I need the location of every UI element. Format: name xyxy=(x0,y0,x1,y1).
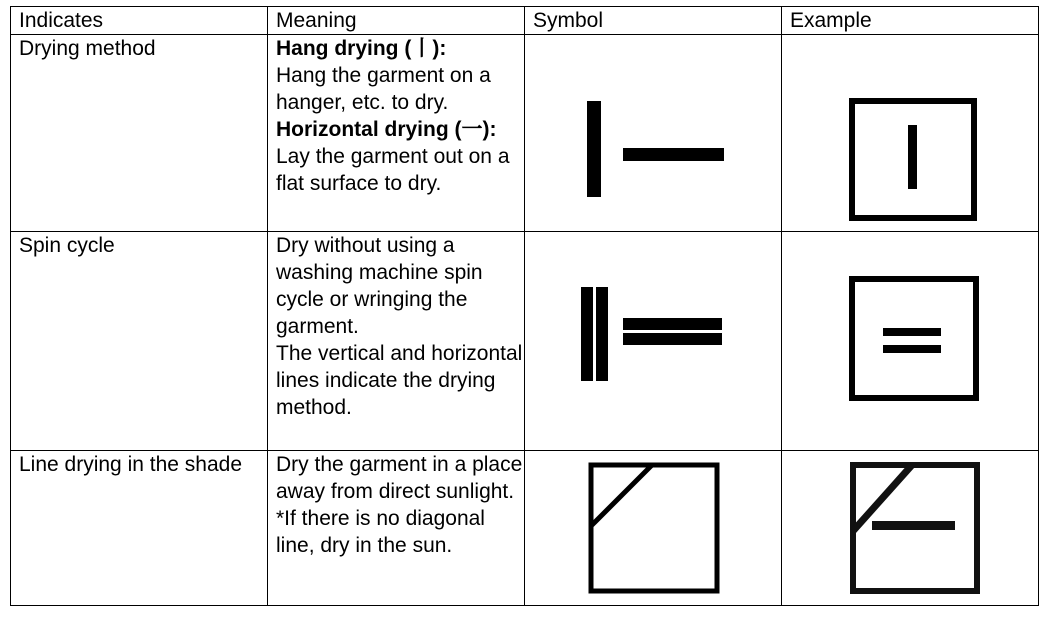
horizontal-drying-text: Lay the garment out on a flat surface to dry. xyxy=(276,145,510,195)
row-symbol xyxy=(525,35,782,232)
header-symbol: Symbol xyxy=(525,7,782,35)
header-meaning: Meaning xyxy=(268,7,525,35)
laundry-symbol-table xyxy=(10,6,1039,606)
row-indicates: Drying method xyxy=(11,35,268,232)
hang-drying-text: Hang the garment on a hanger, etc. to dry. xyxy=(276,64,491,114)
table-row xyxy=(11,451,1039,606)
row-meaning xyxy=(268,35,525,232)
row-example xyxy=(782,451,1039,606)
meaning-text-1: Dry without using a washing machine spin cycle or wringing the garment. xyxy=(276,234,483,338)
square-with-vertical-line-icon xyxy=(782,35,1039,231)
row-indicates: Line drying in the shade xyxy=(11,451,268,606)
square-with-double-horizontal-lines-icon xyxy=(782,232,1039,450)
row-symbol xyxy=(525,451,782,606)
horizontal-drying-title: Horizontal drying (一): xyxy=(276,118,497,141)
header-indicates: Indicates xyxy=(11,7,268,35)
hang-drying-title: Hang drying (丨): xyxy=(276,37,447,60)
double-vertical-and-double-horizontal-lines-icon xyxy=(525,232,782,450)
meaning-text-1: Dry the garment in a place away from direct sunlight. xyxy=(276,453,523,503)
square-with-diagonal-and-horizontal-line-icon xyxy=(782,451,1039,605)
row-example xyxy=(782,35,1039,232)
hang-and-flat-drying-lines-icon xyxy=(525,35,782,231)
table-row xyxy=(11,35,1039,232)
row-indicates: Spin cycle xyxy=(11,232,268,451)
meaning-text-2: The vertical and horizontal lines indicate the drying method. xyxy=(276,342,523,419)
meaning-text-2: *If there is no diagonal line, dry in the sun. xyxy=(276,507,485,557)
row-meaning xyxy=(268,451,525,606)
header-example: Example xyxy=(782,7,1039,35)
table-row xyxy=(11,232,1039,451)
header-row xyxy=(11,7,1039,35)
row-meaning xyxy=(268,232,525,451)
row-symbol xyxy=(525,232,782,451)
row-example xyxy=(782,232,1039,451)
square-with-diagonal-corner-line-icon xyxy=(525,451,782,605)
